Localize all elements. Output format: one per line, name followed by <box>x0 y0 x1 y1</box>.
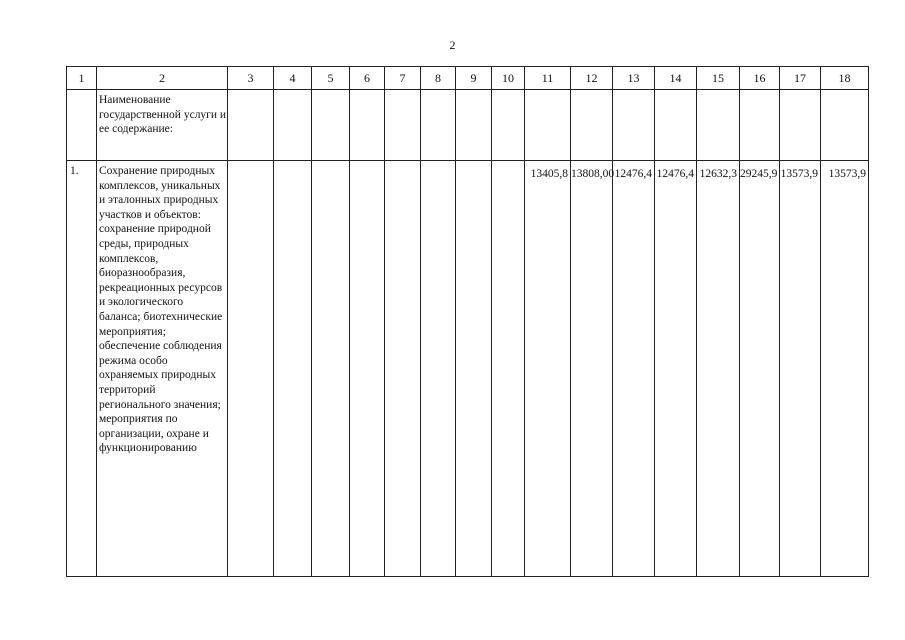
empty-cell <box>655 90 697 161</box>
row-number-cell: 1. <box>67 161 97 577</box>
empty-cell <box>228 161 274 577</box>
empty-cell <box>697 90 740 161</box>
empty-cell <box>780 90 821 161</box>
value-cell: 29245,9 <box>740 161 780 577</box>
empty-cell <box>312 161 350 577</box>
empty-cell <box>67 90 97 161</box>
empty-cell <box>740 90 780 161</box>
empty-cell <box>312 90 350 161</box>
header-row <box>67 67 869 90</box>
column-header: 6 <box>350 67 385 90</box>
column-header: 12 <box>571 67 613 90</box>
column-header: 14 <box>655 67 697 90</box>
empty-cell <box>571 90 613 161</box>
empty-cell <box>228 90 274 161</box>
empty-cell <box>421 161 456 577</box>
value-cell: 13573,9 <box>821 161 869 577</box>
empty-cell <box>274 90 312 161</box>
service-description-cell: Сохранение природных комплексов, уникальных и эталонных природных участков и объектов: сохранение природной среды, природных комплексов, биоразнообразия, рекреационных ресурсов и экологического баланса; биотехнические мероприятия; обеспечение соблюдения режима особо охраняемых природных территорий регионального значения; мероприятия по организации, охране и функционированию <box>97 161 228 577</box>
value-cell: 13573,9 <box>780 161 821 577</box>
empty-cell <box>613 90 655 161</box>
column-header: 18 <box>821 67 869 90</box>
column-header: 17 <box>780 67 821 90</box>
column-header: 11 <box>525 67 571 90</box>
empty-cell <box>274 161 312 577</box>
service-heading-cell: Наименование государственной услуги и ее содержание: <box>97 90 228 161</box>
value-cell: 13808,00 <box>571 161 613 577</box>
empty-cell <box>492 161 525 577</box>
column-header: 2 <box>97 67 228 90</box>
empty-cell <box>421 90 456 161</box>
empty-cell <box>456 90 492 161</box>
service-table <box>66 66 869 577</box>
empty-cell <box>350 161 385 577</box>
column-header: 15 <box>697 67 740 90</box>
empty-cell <box>385 161 421 577</box>
table-row <box>67 90 869 161</box>
empty-cell <box>350 90 385 161</box>
column-header: 16 <box>740 67 780 90</box>
value-cell: 12476,4 <box>655 161 697 577</box>
empty-cell <box>525 90 571 161</box>
value-cell: 12476,4 <box>613 161 655 577</box>
table-row <box>67 161 869 577</box>
column-header: 10 <box>492 67 525 90</box>
empty-cell <box>385 90 421 161</box>
column-header: 9 <box>456 67 492 90</box>
column-header: 1 <box>67 67 97 90</box>
column-header: 5 <box>312 67 350 90</box>
page-number: 2 <box>449 38 456 52</box>
column-header: 8 <box>421 67 456 90</box>
empty-cell <box>456 161 492 577</box>
column-header: 13 <box>613 67 655 90</box>
value-cell: 12632,3 <box>697 161 740 577</box>
empty-cell <box>821 90 869 161</box>
column-header: 7 <box>385 67 421 90</box>
column-header: 3 <box>228 67 274 90</box>
value-cell: 13405,8 <box>525 161 571 577</box>
column-header: 4 <box>274 67 312 90</box>
empty-cell <box>492 90 525 161</box>
